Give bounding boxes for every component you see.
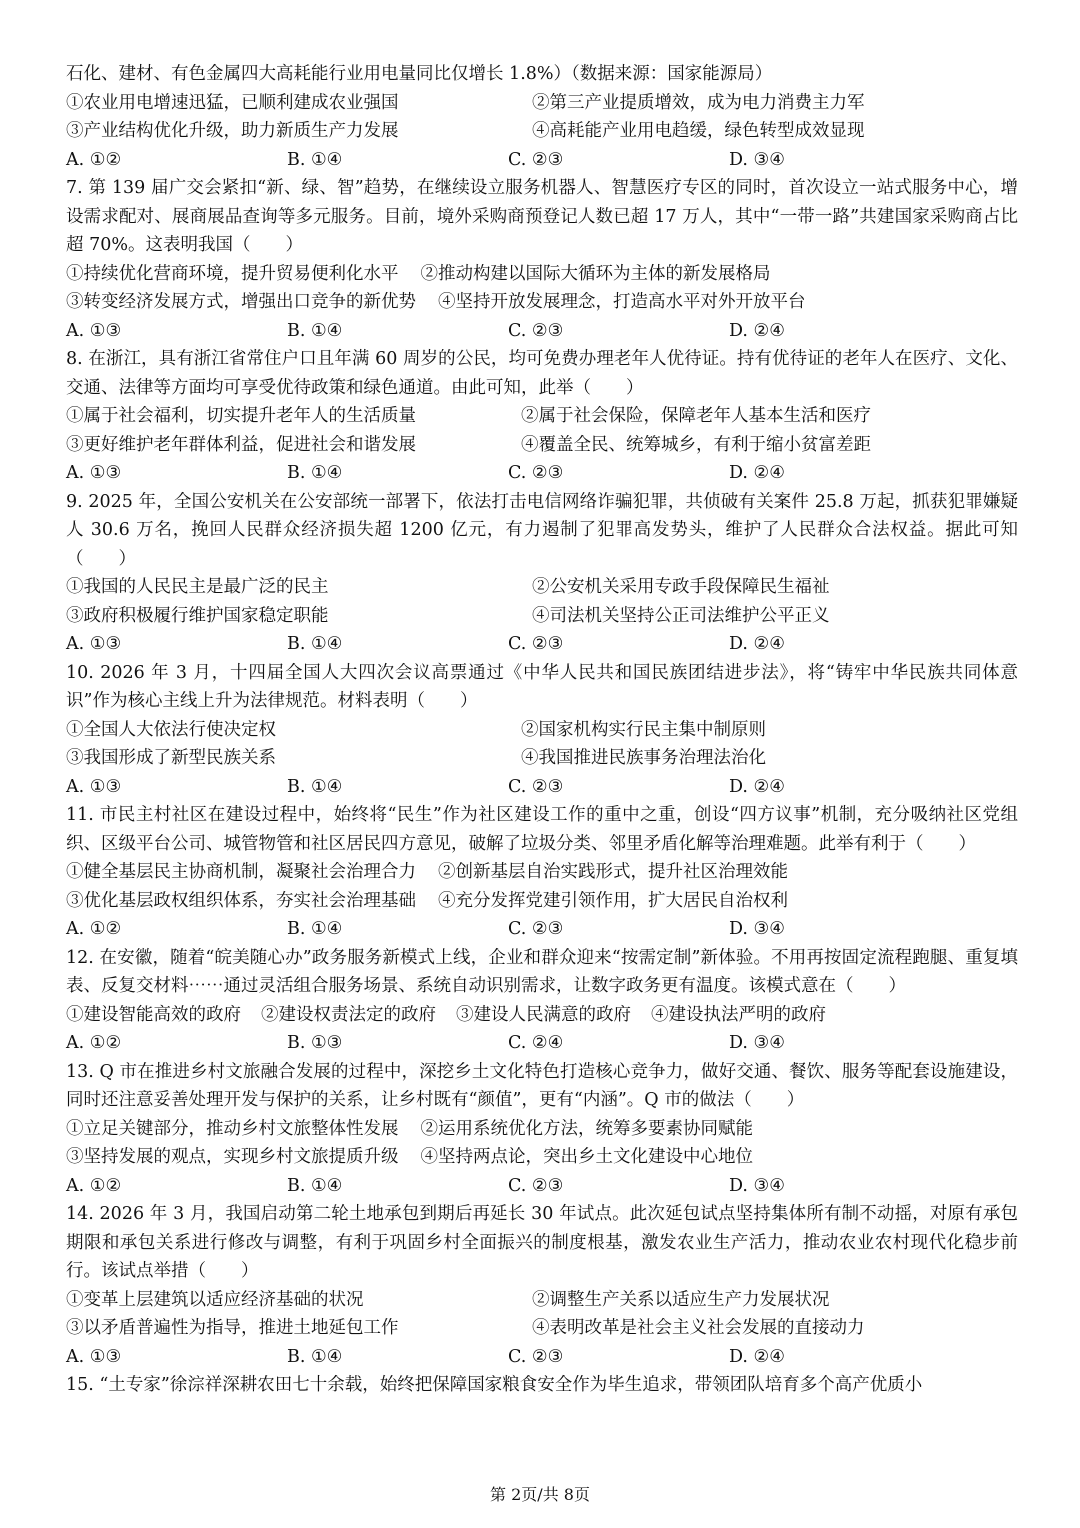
option-2: ②第三产业提质增效，成为电力消费主力军 (532, 92, 865, 113)
answer-row (66, 146, 1018, 175)
answer-a: A. ①② (66, 919, 122, 939)
answer-a: A. ①② (66, 1175, 122, 1196)
option-row (66, 858, 1018, 887)
option-row (66, 602, 1018, 631)
question-stem-14: 14. 2026 年 3 月，我国启动第二轮土地承包到期后再延长 30 年试点。此次延包试点坚持集体所有制不动摇，对原有承包期限和承包关系进行修改与调整，有利于巩固乡村全面振兴的制度根基，激发农业生产活力，推动农业农村现代化稳步前行。该试点举措（ ） (66, 1204, 1018, 1281)
question-stem-9: 9. 2025 年，全国公安机关在公安部统一部署下，依法打击电信网络诈骗犯罪，共侦破有关案件 25.8 万起，抓获犯罪嫌疑人 30.6 万名，挽回人民群众经济损失超 1200 亿元，有力遏制了犯罪高发势头，维护了人民群众合法权益。据此可知（ ） (66, 491, 1018, 569)
answer-row (66, 630, 1018, 659)
option-1: ①立足关键部分，推动乡村文旅整体性发展 (66, 1118, 399, 1139)
answer-d: D. ③④ (729, 1175, 785, 1196)
answer-row (66, 915, 1018, 944)
answer-c: C. ②③ (508, 320, 564, 341)
option-4: ④充分发挥党建引领作用，扩大居民自治权利 (438, 890, 788, 911)
answer-a: A. ①③ (66, 320, 122, 341)
option-3: ③政府积极履行维护国家稳定职能 (66, 605, 329, 626)
option-row (66, 1115, 1018, 1144)
option-2: ②国家机构实行民主集中制原则 (521, 719, 766, 740)
option-row (66, 1143, 1018, 1172)
answer-row (66, 1343, 1018, 1372)
answer-row (66, 1172, 1018, 1201)
option-row (66, 431, 1018, 460)
answer-a: A. ①③ (66, 463, 122, 483)
option-row (66, 402, 1018, 431)
option-1: ①农业用电增速迅猛，已顺利建成农业强国 (66, 92, 399, 113)
option-1: ①我国的人民民主是最广泛的民主 (66, 577, 329, 597)
option-3: ③更好维护老年群体利益，促进社会和谐发展 (66, 434, 416, 455)
answer-b: B. ①④ (287, 1346, 343, 1367)
option-4: ④建设执法严明的政府 (651, 1004, 826, 1025)
option-row (66, 1286, 1018, 1315)
answer-a: A. ①② (66, 1033, 122, 1053)
option-4: ④坚持开放发展理念，打造高水平对外开放平台 (438, 292, 806, 312)
answer-a: A. ①② (66, 149, 122, 170)
option-row (66, 260, 1018, 289)
answer-d: D. ②④ (729, 1346, 785, 1367)
answer-b: B. ①④ (287, 149, 343, 170)
answer-a: A. ①③ (66, 776, 122, 797)
answer-a: A. ①③ (66, 1346, 122, 1367)
option-4: ④表明改革是社会主义社会发展的直接动力 (532, 1318, 865, 1338)
option-1: ①建设智能高效的政府 (66, 1004, 241, 1025)
question-stem-11: 11. 市民主村社区在建设过程中，始终将“民生”作为社区建设工作的重中之重，创设“四方议事”机制，充分吸纳社区党组织、区级平台公司、城管物管和社区居民四方意见，破解了垃圾分类、邻里矛盾化解等治理难题。此举有利于（ ） (66, 805, 1018, 854)
option-2: ②建设权责法定的政府 (261, 1004, 436, 1025)
intro-line: 石化、建材、有色金属四大高耗能行业用电量同比仅增长 1.8%）（数据来源：国家能源局） (66, 64, 773, 84)
option-2: ②调整生产关系以适应生产力发展状况 (532, 1289, 830, 1310)
answer-b: B. ①④ (287, 634, 343, 654)
option-1: ①属于社会福利，切实提升老年人的生活质量 (66, 406, 416, 426)
answer-c: C. ②③ (508, 1346, 564, 1367)
answer-c: C. ②③ (508, 1175, 564, 1196)
answer-c: C. ②③ (508, 919, 564, 939)
answer-d: D. ②④ (729, 320, 785, 341)
answer-b: B. ①④ (287, 463, 343, 483)
option-4: ④我国推进民族事务治理法治化 (521, 748, 766, 768)
option-3: ③优化基层政权组织体系，夯实社会治理基础 (66, 890, 416, 911)
option-row (66, 1001, 1018, 1030)
option-2: ②创新基层自治实践形式，提升社区治理效能 (438, 862, 788, 882)
option-3: ③我国形成了新型民族关系 (66, 748, 276, 768)
question-stem-10: 10. 2026 年 3 月，十四届全国人大四次会议高票通过《中华人民共和国民族团结进步法》，将“铸牢中华民族共同体意识”作为核心主线上升为法律规范。材料表明（ ） (66, 662, 1018, 711)
option-3: ③建设人民满意的政府 (456, 1004, 631, 1025)
option-row (66, 117, 1018, 146)
question-stem-15: 15. “土专家”徐淙祥深耕农田七十余载，始终把保障国家粮食安全作为毕生追求，带领团队培育多个高产优质小 (66, 1375, 923, 1395)
option-2: ②属于社会保险，保障老年人基本生活和医疗 (521, 406, 871, 426)
answer-c: C. ②③ (508, 149, 564, 170)
answer-d: D. ③④ (729, 919, 785, 939)
option-2: ②运用系统优化方法，统筹多要素协同赋能 (420, 1118, 753, 1139)
answer-c: C. ②④ (508, 1033, 564, 1053)
question-stem-7: 7. 第 139 届广交会紧扣“新、绿、智”趋势，在继续设立服务机器人、智慧医疗专区的同时，首次设立一站式服务中心，增设需求配对、展商展品查询等多元服务。目前，境外采购商预登记人数已超 17 万人，其中“一带一路”共建国家采购商占比超 70%。这表明我国（ ） (66, 178, 1018, 255)
option-row (66, 1314, 1018, 1343)
exam-page (66, 60, 1018, 1400)
option-2: ②推动构建以国际大循环为主体的新发展格局 (420, 263, 771, 284)
answer-b: B. ①④ (287, 320, 343, 341)
option-3: ③坚持发展的观点，实现乡村文旅提质升级 (66, 1147, 399, 1167)
answer-c: C. ②③ (508, 776, 564, 797)
option-3: ③以矛盾普遍性为指导，推进土地延包工作 (66, 1318, 399, 1338)
option-row (66, 887, 1018, 916)
question-stem-12: 12. 在安徽，随着“皖美随心办”政务服务新模式上线，企业和群众迎来“按需定制”新体验。不用再按固定流程跑腿、重复填表、反复交材料⋯⋯通过灵活组合服务场景、系统自动识别需求，让数字政务更有温度。该模式意在（ ） (66, 947, 1018, 996)
answer-row (66, 1029, 1018, 1058)
option-row (66, 716, 1018, 745)
option-2: ②公安机关采用专政手段保障民生福祉 (532, 577, 830, 597)
option-4: ④坚持两点论，突出乡土文化建设中心地位 (420, 1147, 753, 1167)
answer-b: B. ①④ (287, 1175, 343, 1196)
option-1: ①持续优化营商环境，提升贸易便利化水平 (66, 263, 399, 284)
option-1: ①全国人大依法行使决定权 (66, 719, 276, 740)
answer-row (66, 317, 1018, 346)
option-1: ①变革上层建筑以适应经济基础的状况 (66, 1289, 364, 1310)
answer-a: A. ①③ (66, 634, 122, 654)
option-row (66, 573, 1018, 602)
option-4: ④覆盖全民、统筹城乡，有利于缩小贫富差距 (521, 434, 871, 455)
answer-d: D. ②④ (729, 776, 785, 797)
option-3: ③转变经济发展方式，增强出口竞争的新优势 (66, 292, 416, 312)
option-4: ④高耗能产业用电趋缓，绿色转型成效显现 (532, 121, 865, 141)
answer-d: D. ③④ (729, 149, 785, 170)
option-row (66, 744, 1018, 773)
option-row (66, 89, 1018, 118)
page-footer: 第 2页/共 8页 (490, 1485, 590, 1504)
question-stem-13: 13. Q 市在推进乡村文旅融合发展的过程中，深挖乡土文化特色打造核心竞争力，做好交通、餐饮、服务等配套设施建设，同时还注意妥善处理开发与保护的关系，让乡村既有“颜值”，更有“内涵”。Q 市的做法（ ） (66, 1061, 1018, 1110)
answer-d: D. ②④ (729, 463, 785, 483)
answer-d: D. ②④ (729, 634, 785, 654)
answer-c: C. ②③ (508, 634, 564, 654)
question-stem-8: 8. 在浙江，具有浙江省常住户口且年满 60 周岁的公民，均可免费办理老年人优待证。持有优待证的老年人在医疗、文化、交通、法律等方面均可享受优待政策和绿色通道。由此可知，此举（ ） (66, 349, 1018, 398)
option-3: ③产业结构优化升级，助力新质生产力发展 (66, 121, 399, 141)
option-1: ①健全基层民主协商机制，凝聚社会治理合力 (66, 862, 416, 882)
answer-row (66, 773, 1018, 802)
answer-b: B. ①③ (287, 1033, 343, 1053)
option-row (66, 288, 1018, 317)
answer-row (66, 459, 1018, 488)
answer-c: C. ②③ (508, 463, 564, 483)
answer-d: D. ③④ (729, 1033, 785, 1053)
option-4: ④司法机关坚持公正司法维护公平正义 (532, 605, 830, 626)
answer-b: B. ①④ (287, 919, 343, 939)
answer-b: B. ①④ (287, 776, 343, 797)
